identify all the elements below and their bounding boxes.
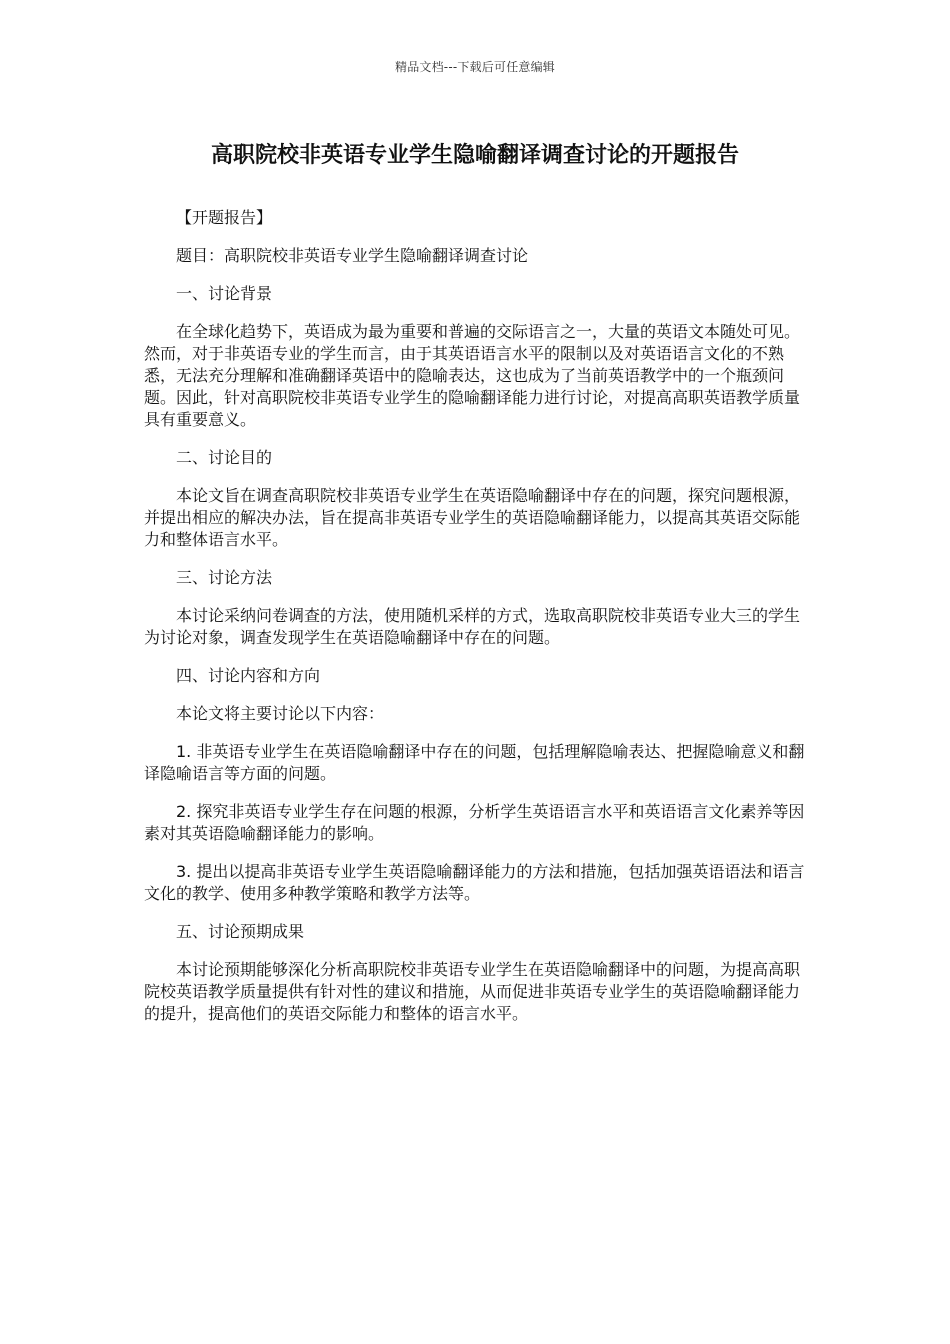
section-heading-content: 四、讨论内容和方向 [176,666,321,685]
content-item-2: 2. 探究非英语专业学生存在问题的根源，分析学生英语语言水平和英语语言文化素养等因素对其英语隐喻翻译能力的影响。 [144,802,805,843]
report-label: 【开题报告】 [176,208,273,227]
document-title: 高职院校非英语专业学生隐喻翻译调查讨论的开题报告 [210,143,739,168]
content-item-1: 1. 非英语专业学生在英语隐喻翻译中存在的问题，包括理解隐喻表达、把握隐喻意义和翻译隐喻语言等方面的问题。 [144,742,805,783]
section-heading-outcomes: 五、讨论预期成果 [176,922,305,941]
content-intro: 本论文将主要讨论以下内容： [176,704,385,723]
header-note: 精品文档---下载后可任意编辑 [395,60,555,74]
outcomes-paragraph: 本讨论预期能够深化分析高职院校非英语专业学生在英语隐喻翻译中的问题，为提高高职院校英语教学质量提供有针对性的建议和措施，从而促进非英语专业学生的英语隐喻翻译能力的提升，提高他们的英语交际能力和整体的语言水平。 [144,960,801,1023]
method-paragraph: 本讨论采纳问卷调查的方法，使用随机采样的方式，选取高职院校非英语专业大三的学生为讨论对象，调查发现学生在英语隐喻翻译中存在的问题。 [144,606,801,647]
background-paragraph: 在全球化趋势下，英语成为最为重要和普遍的交际语言之一，大量的英语文本随处可见。然而，对于非英语专业的学生而言，由于其英语语言水平的限制以及对英语语言文化的不熟悉，无法充分理解和准确翻译英语中的隐喻表达，这也成为了当前英语教学中的一个瓶颈问题。因此，针对高职院校非英语专业学生的隐喻翻译能力进行讨论，对提高高职英语教学质量具有重要意义。 [144,322,801,429]
topic-line: 题目：高职院校非英语专业学生隐喻翻译调查讨论 [176,246,529,265]
section-heading-purpose: 二、讨论目的 [176,448,273,467]
section-heading-method: 三、讨论方法 [176,568,273,587]
purpose-paragraph: 本论文旨在调查高职院校非英语专业学生在英语隐喻翻译中存在的问题，探究问题根源，并提出相应的解决办法，旨在提高非英语专业学生的英语隐喻翻译能力，以提高其英语交际能力和整体语言水平。 [144,486,801,549]
section-heading-background: 一、讨论背景 [176,284,273,303]
document-body [144,207,806,1041]
content-item-3: 3. 提出以提高非英语专业学生英语隐喻翻译能力的方法和措施，包括加强英语语法和语言文化的教学、使用多种教学策略和教学方法等。 [144,862,805,903]
